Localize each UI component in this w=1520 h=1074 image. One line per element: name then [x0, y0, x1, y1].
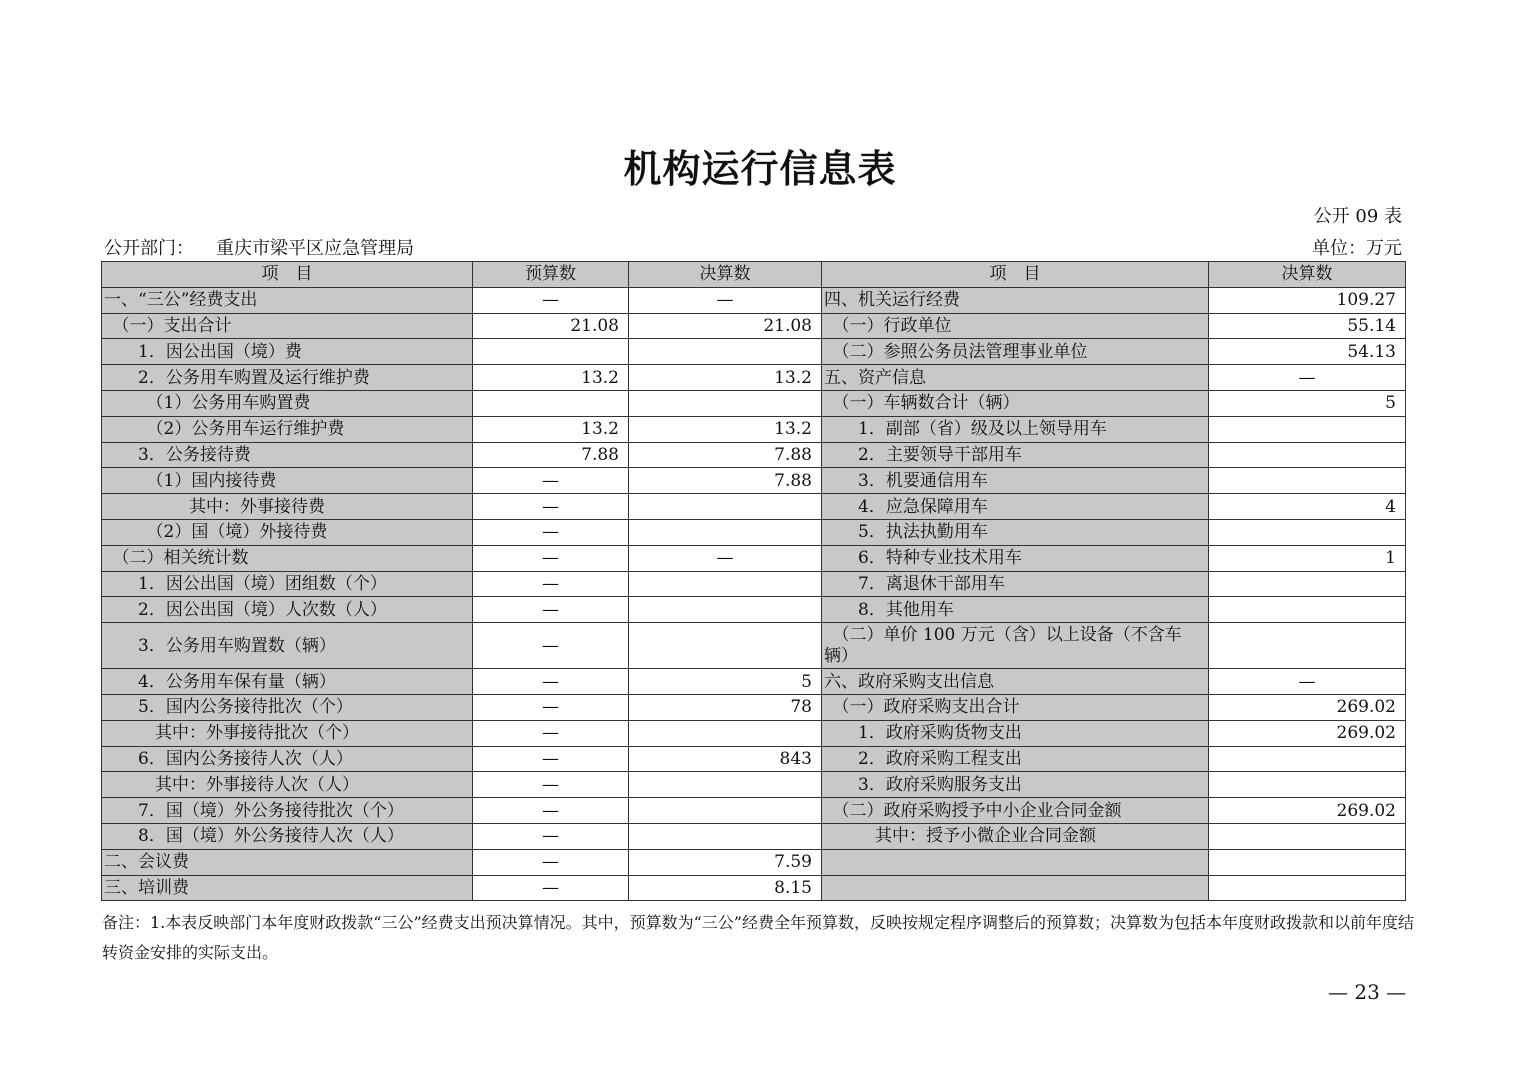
row-label: 6．国内公务接待人次（人） — [102, 746, 473, 772]
footnote: 备注：1.本表反映部门本年度财政拨款“三公”经费支出预决算情况。其中，预算数为“三公”经费全年预算数，反映按规定程序调整后的预算数；决算数为包括本年度财政拨款和以前年度结转资金安排的实际支出。 — [102, 913, 1414, 962]
row-label-right: （一）行政单位 — [822, 313, 1209, 339]
table-row — [102, 339, 1406, 365]
final-value — [629, 772, 822, 798]
budget-value: — — [473, 694, 629, 720]
final-value — [629, 623, 822, 669]
budget-value: — — [473, 287, 629, 313]
final-value: 21.08 — [629, 313, 822, 339]
final-value: — — [629, 287, 822, 313]
row-label-right: （二）单价 100 万元（含）以上设备（不含车辆） — [822, 623, 1209, 669]
final-value: 7.59 — [629, 849, 822, 875]
row-label: 7．国（境）外公务接待批次（个） — [102, 798, 473, 824]
final-value-right — [1209, 623, 1406, 669]
table-row — [102, 313, 1406, 339]
row-label-right: （一）车辆数合计（辆） — [822, 390, 1209, 416]
row-label-right: 五、资产信息 — [822, 365, 1209, 391]
row-label-right: 6．特种专业技术用车 — [822, 545, 1209, 571]
table-row — [102, 849, 1406, 875]
final-value: 8.15 — [629, 875, 822, 901]
row-label-right: 4．应急保障用车 — [822, 494, 1209, 520]
header-budget: 预算数 — [473, 262, 629, 288]
final-value-right — [1209, 416, 1406, 442]
budget-value: — — [473, 468, 629, 494]
table-row — [102, 519, 1406, 545]
budget-value: — — [473, 623, 629, 669]
department-label: 公开部门： — [104, 238, 194, 259]
final-value: 13.2 — [629, 416, 822, 442]
row-label: 4．公务用车保有量（辆） — [102, 669, 473, 695]
budget-value: 13.2 — [473, 365, 629, 391]
final-value: 78 — [629, 694, 822, 720]
row-label-right: 1．副部（省）级及以上领导用车 — [822, 416, 1209, 442]
table-row — [102, 365, 1406, 391]
final-value-right — [1209, 442, 1406, 468]
header-item-right: 项 目 — [822, 262, 1209, 288]
final-value-right: 55.14 — [1209, 313, 1406, 339]
final-value-right — [1209, 823, 1406, 849]
row-label-right: 2．主要领导干部用车 — [822, 442, 1209, 468]
final-value — [629, 339, 822, 365]
final-value — [629, 390, 822, 416]
final-value-right: 109.27 — [1209, 287, 1406, 313]
table-body — [102, 287, 1406, 901]
row-label: （1）公务用车购置费 — [102, 390, 473, 416]
final-value-right: 1 — [1209, 545, 1406, 571]
budget-value: — — [473, 720, 629, 746]
table-row — [102, 494, 1406, 520]
header-item: 项 目 — [102, 262, 473, 288]
final-value-right — [1209, 571, 1406, 597]
budget-value: — — [473, 746, 629, 772]
final-value — [629, 823, 822, 849]
row-label-right: 8．其他用车 — [822, 597, 1209, 623]
row-label: （二）相关统计数 — [102, 545, 473, 571]
budget-value: 13.2 — [473, 416, 629, 442]
budget-value — [473, 390, 629, 416]
final-value-right — [1209, 875, 1406, 901]
table-row — [102, 875, 1406, 901]
final-value-right — [1209, 597, 1406, 623]
row-label: （2）国（境）外接待费 — [102, 519, 473, 545]
final-value — [629, 720, 822, 746]
row-label: （1）国内接待费 — [102, 468, 473, 494]
budget-value: — — [473, 875, 629, 901]
final-value-right: 5 — [1209, 390, 1406, 416]
final-value: 13.2 — [629, 365, 822, 391]
row-label: 2．公务用车购置及运行维护费 — [102, 365, 473, 391]
final-value — [629, 519, 822, 545]
table-row — [102, 287, 1406, 313]
final-value: 5 — [629, 669, 822, 695]
budget-value: — — [473, 772, 629, 798]
table-row — [102, 798, 1406, 824]
row-label-right: 5．执法执勤用车 — [822, 519, 1209, 545]
final-value-right — [1209, 519, 1406, 545]
row-label: 三、培训费 — [102, 875, 473, 901]
header-final: 决算数 — [629, 262, 822, 288]
row-label: 1．因公出国（境）费 — [102, 339, 473, 365]
row-label: 其中：外事接待批次（个） — [102, 720, 473, 746]
budget-value: 21.08 — [473, 313, 629, 339]
department — [104, 234, 414, 260]
row-label-right: 六、政府采购支出信息 — [822, 669, 1209, 695]
final-value: 7.88 — [629, 442, 822, 468]
final-value-right — [1209, 468, 1406, 494]
table-row — [102, 597, 1406, 623]
table-row — [102, 416, 1406, 442]
final-value — [629, 494, 822, 520]
row-label: 5．国内公务接待批次（个） — [102, 694, 473, 720]
department-value: 重庆市梁平区应急管理局 — [216, 238, 414, 259]
budget-value — [473, 339, 629, 365]
table-row — [102, 772, 1406, 798]
row-label-right — [822, 849, 1209, 875]
final-value-right — [1209, 746, 1406, 772]
row-label: （2）公务用车运行维护费 — [102, 416, 473, 442]
table-row — [102, 746, 1406, 772]
page-title: 机构运行信息表 — [623, 146, 897, 191]
row-label: 3．公务接待费 — [102, 442, 473, 468]
form-number: 公开 09 表 — [1313, 206, 1402, 227]
row-label-right: 3．政府采购服务支出 — [822, 772, 1209, 798]
info-table — [101, 261, 1406, 901]
row-label-right: 其中：授予小微企业合同金额 — [822, 823, 1209, 849]
final-value-right: 269.02 — [1209, 798, 1406, 824]
table-header-row — [102, 262, 1406, 288]
final-value — [629, 597, 822, 623]
budget-value: — — [473, 494, 629, 520]
table-row — [102, 823, 1406, 849]
final-value-right: — — [1209, 669, 1406, 695]
budget-value: — — [473, 669, 629, 695]
row-label-right: 3．机要通信用车 — [822, 468, 1209, 494]
row-label-right: 2．政府采购工程支出 — [822, 746, 1209, 772]
page-number: — 23 — — [1328, 980, 1407, 1004]
budget-value: — — [473, 823, 629, 849]
row-label: （一）支出合计 — [102, 313, 473, 339]
row-label: 2．因公出国（境）人次数（人） — [102, 597, 473, 623]
final-value-right: 54.13 — [1209, 339, 1406, 365]
final-value — [629, 571, 822, 597]
final-value — [629, 798, 822, 824]
table-row — [102, 669, 1406, 695]
budget-value: — — [473, 798, 629, 824]
table-row — [102, 390, 1406, 416]
row-label-right: 四、机关运行经费 — [822, 287, 1209, 313]
row-label: 8．国（境）外公务接待人次（人） — [102, 823, 473, 849]
budget-value: — — [473, 597, 629, 623]
row-label-right: （二）参照公务员法管理事业单位 — [822, 339, 1209, 365]
budget-value: 7.88 — [473, 442, 629, 468]
table-row — [102, 720, 1406, 746]
row-label-right: （二）政府采购授予中小企业合同金额 — [822, 798, 1209, 824]
final-value-right: 269.02 — [1209, 694, 1406, 720]
final-value: 843 — [629, 746, 822, 772]
header-final-right: 决算数 — [1209, 262, 1406, 288]
budget-value: — — [473, 849, 629, 875]
budget-value: — — [473, 571, 629, 597]
unit-label: 单位：万元 — [1312, 238, 1402, 259]
table-row — [102, 571, 1406, 597]
final-value-right — [1209, 849, 1406, 875]
table-row — [102, 623, 1406, 669]
budget-value: — — [473, 519, 629, 545]
final-value: 7.88 — [629, 468, 822, 494]
final-value: — — [629, 545, 822, 571]
row-label: 1．因公出国（境）团组数（个） — [102, 571, 473, 597]
row-label-right: 1．政府采购货物支出 — [822, 720, 1209, 746]
final-value-right: 269.02 — [1209, 720, 1406, 746]
row-label: 二、会议费 — [102, 849, 473, 875]
budget-value: — — [473, 545, 629, 571]
final-value-right: 4 — [1209, 494, 1406, 520]
row-label-right: （一）政府采购支出合计 — [822, 694, 1209, 720]
final-value-right: — — [1209, 365, 1406, 391]
table-row — [102, 694, 1406, 720]
row-label-right — [822, 875, 1209, 901]
row-label: 其中：外事接待费 — [102, 494, 473, 520]
table-row — [102, 468, 1406, 494]
row-label-right: 7．离退休干部用车 — [822, 571, 1209, 597]
row-label: 一、“三公”经费支出 — [102, 287, 473, 313]
table-row — [102, 442, 1406, 468]
final-value-right — [1209, 772, 1406, 798]
row-label: 其中：外事接待人次（人） — [102, 772, 473, 798]
table-row — [102, 545, 1406, 571]
row-label: 3．公务用车购置数（辆） — [102, 623, 473, 669]
